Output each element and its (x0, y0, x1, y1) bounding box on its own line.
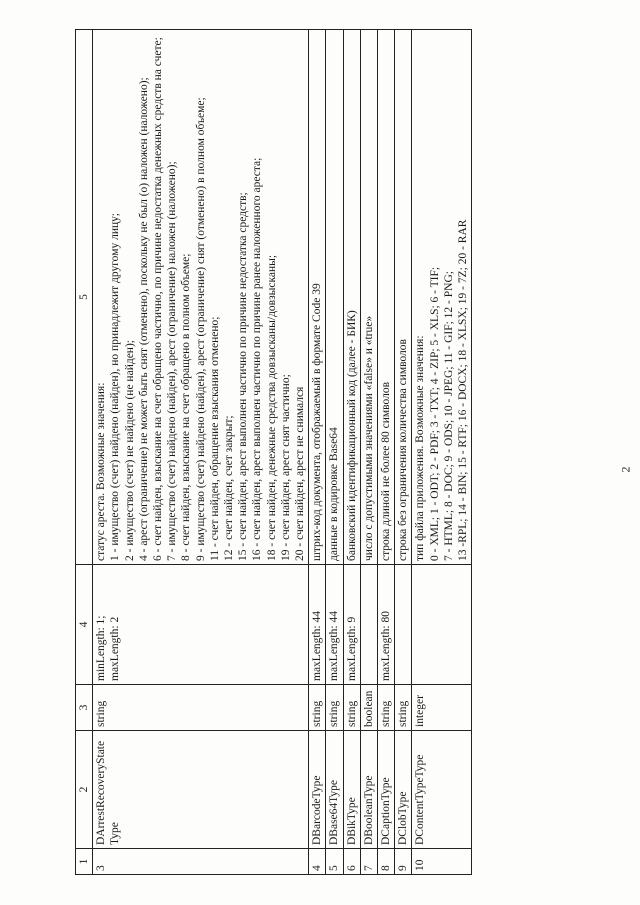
row-number-cell: 9 (395, 849, 412, 875)
row-number-cell: 6 (343, 849, 360, 875)
row-number-cell: 3 (93, 849, 309, 875)
description-line: 1 - имущество (счет) найдено (найден), но принадлежит другому лицу; (109, 213, 122, 561)
description-line: данные в кодировке Base64 (328, 427, 341, 561)
restrictions-cell (395, 565, 412, 685)
restriction-line: maxLength: 2 (109, 616, 122, 681)
description-line: 8 - счет найден, взыскание на счет обращено в полном объеме; (180, 253, 193, 561)
row-number-cell: 7 (360, 849, 377, 875)
description-line: 0 - XML; 1 - ODT; 2 - PDF; 3 - TXT; 4 - ZIP; 5 - XLS; 6 - TIF; (428, 266, 441, 561)
type-name-cell: DCaptionType (378, 731, 395, 849)
header-cell: 3 (76, 685, 93, 731)
base-type-cell: string (326, 685, 343, 731)
table-row (378, 30, 395, 875)
description-line: 11 - счет найден, обращение взыскания отменено; (208, 316, 221, 561)
description-line: число с допустимыми значениями «false» и «true» (362, 315, 375, 561)
header-cell: 5 (76, 30, 93, 565)
description-line: 15 - счет найден, арест выполнен частично по причине недостатка средств; (237, 192, 250, 561)
base-type-cell: string (309, 685, 326, 731)
description-line: 4 - арест (ограничение) не может быть снят (отменено), поскольку не был (о) наложен (наложено); (137, 77, 150, 561)
base-type-cell: string (343, 685, 360, 731)
base-type-cell: integer (412, 685, 472, 731)
type-name-cell: DBarcodeType (309, 731, 326, 849)
header-cell: 4 (76, 565, 93, 685)
description-cell (309, 30, 326, 565)
description-line: 13 -RPL; 14 - BIN; 15 - RTF; 16 - DOCX; 18 - XLSX; 19 - 7Z; 20 - RAR (457, 219, 470, 561)
base-type-cell: string (395, 685, 412, 731)
table-row (360, 30, 377, 875)
description-cell (326, 30, 343, 565)
description-cell (93, 30, 309, 565)
description-line: 18 - счет найден, денежные средства довзысканы/довзысканы; (265, 254, 278, 561)
description-line: 16 - счет найден, арест выполнен частично по причине ранее наложенного ареста; (251, 157, 264, 561)
description-cell (378, 30, 395, 565)
base-type-cell: string (378, 685, 395, 731)
restrictions-cell (378, 565, 395, 685)
description-line: 19 - счет найден, арест снят частично; (279, 374, 292, 561)
restriction-line: maxLength: 44 (328, 611, 341, 681)
header-cell: 2 (76, 731, 93, 849)
description-line: 6 - счет найден, взыскание на счет обращено частично, по причине недостатка денежных средств на счете; (152, 37, 165, 561)
restrictions-cell (309, 565, 326, 685)
description-line: штрих-код документа, отображаемый в формате Code 39 (311, 283, 324, 561)
type-name-cell: DBikType (343, 731, 360, 849)
row-number-cell: 5 (326, 849, 343, 875)
rotated-page (75, 30, 605, 875)
type-name-cell: DBase64Type (326, 731, 343, 849)
description-line: банковский идентификационный код (далее - БИК) (345, 310, 358, 561)
description-line: 7 - HTML; 8 - DOC; 9 - ODS; 10 - JPEG; 11 - GIF; 12 - PNG; (442, 271, 455, 561)
description-cell (412, 30, 472, 565)
table-row (412, 30, 472, 875)
description-line: 12 - счет найден, счет закрыт; (223, 415, 236, 561)
restriction-line: maxLength: 9 (345, 616, 358, 681)
description-cell (360, 30, 377, 565)
page-number: 2 (618, 466, 633, 473)
restrictions-cell (412, 565, 472, 685)
description-line: тип файла приложения. Возможные значения: (414, 335, 427, 561)
base-type-cell: boolean (360, 685, 377, 731)
row-number-cell: 8 (378, 849, 395, 875)
type-name-cell: DContentTypeType (412, 731, 472, 849)
table-row (93, 30, 309, 875)
description-cell (395, 30, 412, 565)
table-row (309, 30, 326, 875)
table-row (395, 30, 412, 875)
row-number-cell: 10 (412, 849, 472, 875)
description-line: строка без ограничения количества символов (397, 339, 410, 561)
table-row (343, 30, 360, 875)
restriction-line: maxLength: 44 (311, 611, 324, 681)
type-name-cell: DClobType (395, 731, 412, 849)
description-line: 2 - имущество (счет) не найдено (не найден); (123, 340, 136, 561)
table-row (326, 30, 343, 875)
row-number-cell: 4 (309, 849, 326, 875)
description-line: строка длиной не более 80 символов (380, 381, 393, 561)
restriction-line: minLength: 1; (95, 615, 108, 681)
restriction-line: maxLength: 80 (380, 611, 393, 681)
description-line: статус ареста. Возможные значения: (95, 382, 108, 561)
description-line: 7 - имущество (счет) найдено (найден), арест (ограничение) наложен (наложено); (166, 161, 179, 561)
table-header-row (76, 30, 93, 875)
header-cell: 1 (76, 849, 93, 875)
restrictions-cell (343, 565, 360, 685)
description-line: 20 - счет найден, арест не снимался (294, 386, 307, 561)
types-table (75, 29, 472, 875)
description-cell (343, 30, 360, 565)
description-line: 9 - имущество (счет) найдено (найден), арест (ограничение) снят (отменено) в полном объеме; (194, 97, 207, 561)
restrictions-cell (326, 565, 343, 685)
type-name-cell: DArrestRecoveryStateType (93, 731, 309, 849)
type-name-cell: DBooleanType (360, 731, 377, 849)
base-type-cell: string (93, 685, 309, 731)
restrictions-cell (93, 565, 309, 685)
restrictions-cell (360, 565, 377, 685)
